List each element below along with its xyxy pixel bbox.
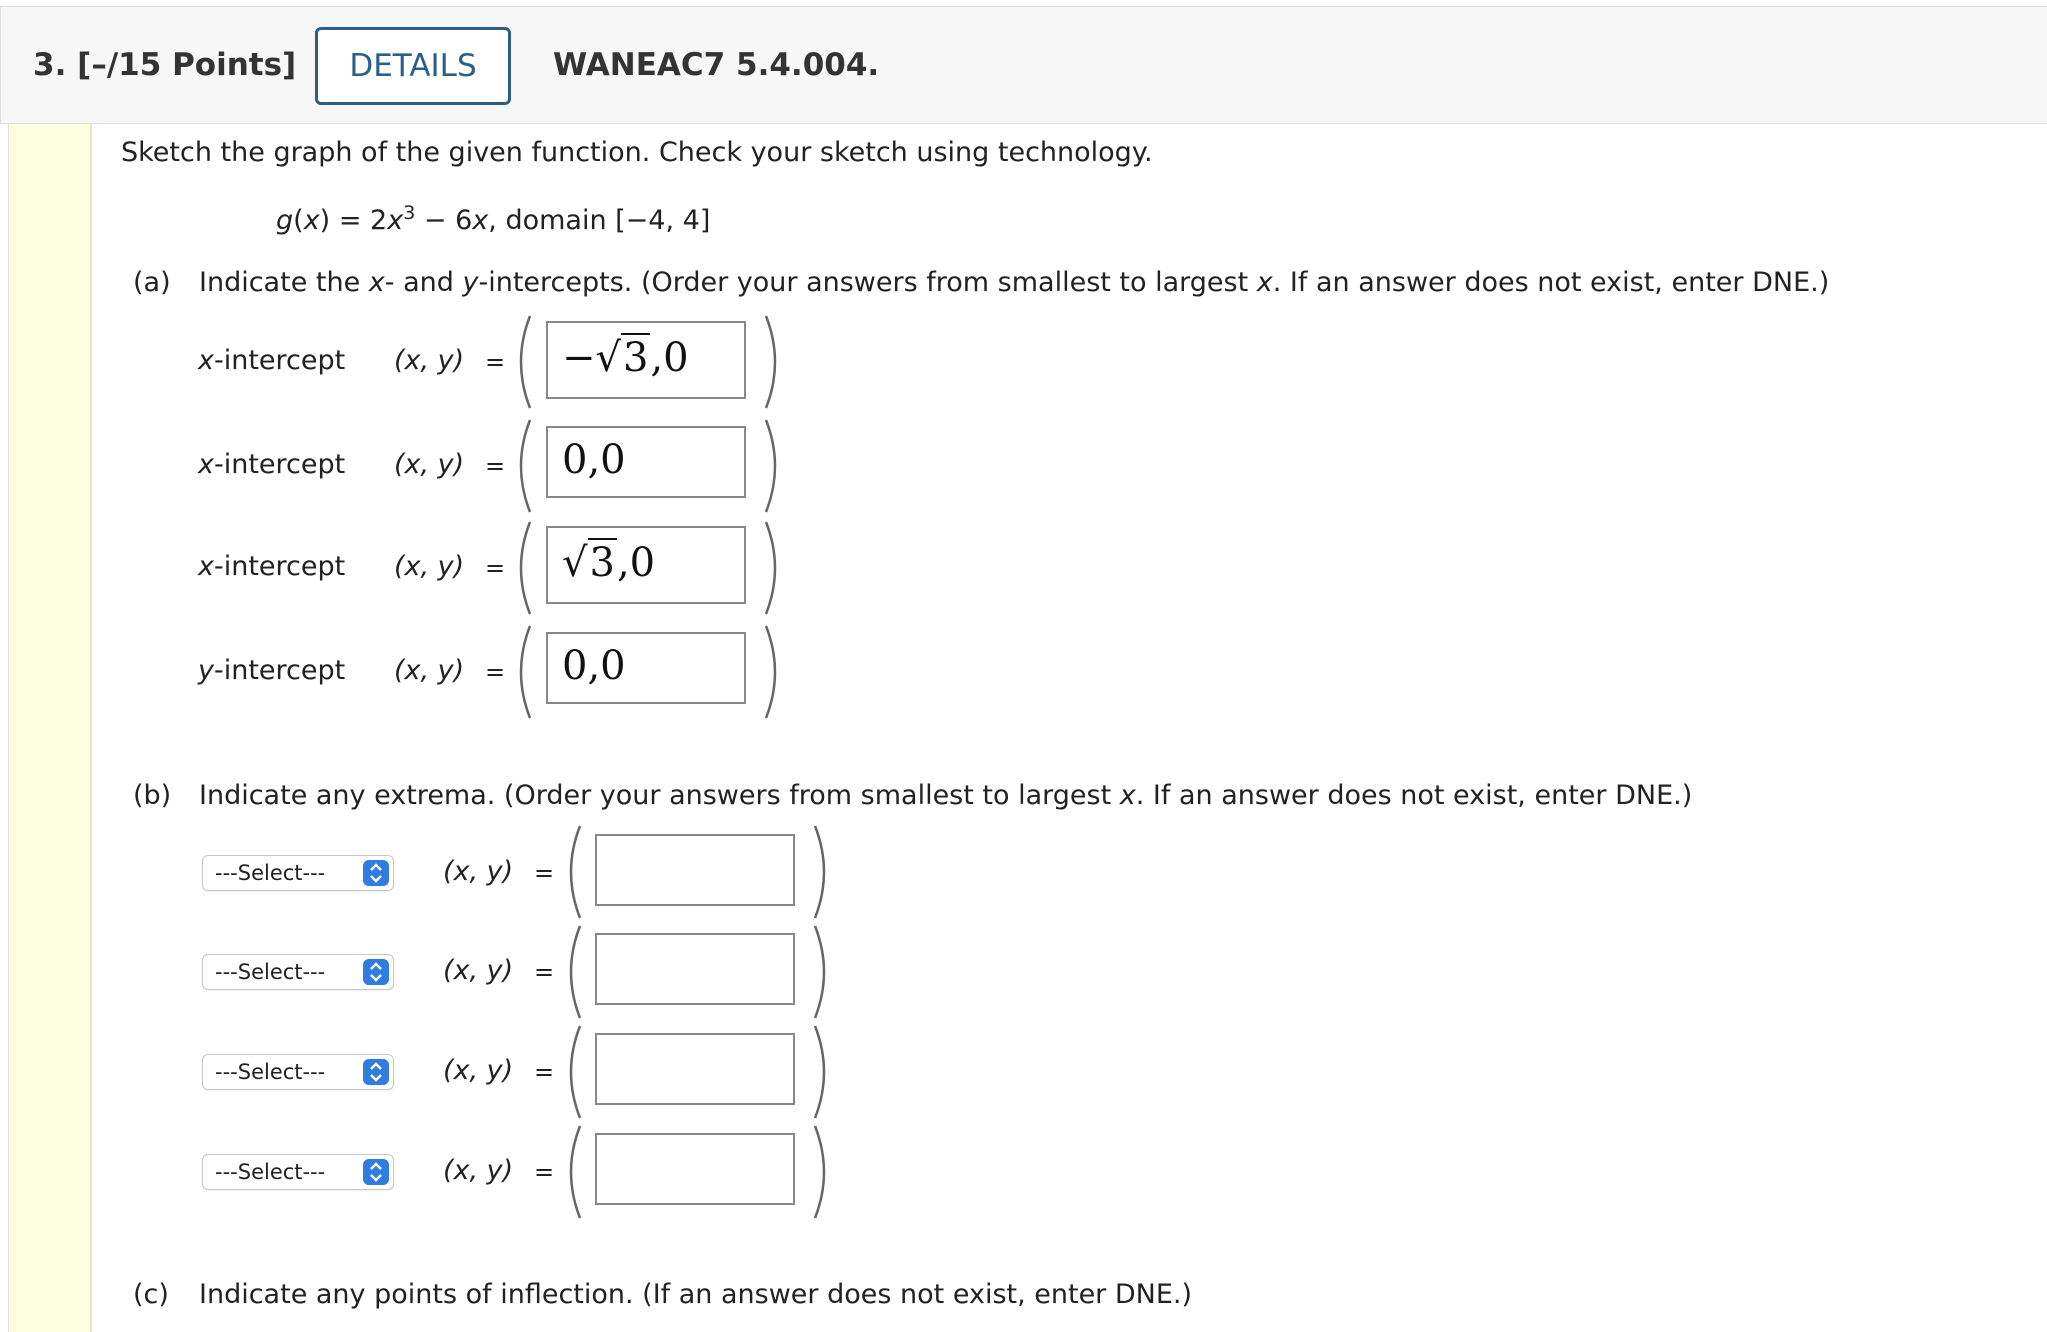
extrema-answer-field[interactable] <box>595 1133 795 1205</box>
right-paren-icon <box>811 1022 835 1122</box>
extrema-answer-field[interactable] <box>595 933 795 1005</box>
equals-sign: = <box>534 958 555 986</box>
right-paren-icon <box>811 1122 835 1222</box>
sqrt-symbol: √3 <box>595 335 649 381</box>
right-paren-icon <box>762 518 786 618</box>
part-a-question: Indicate the x- and y-intercepts. (Order your answers from smallest to largest x. If an answer does not exist, enter DNE.) <box>199 267 1830 298</box>
coord-label: (x, y) <box>394 345 465 376</box>
intercept-label: y-intercept <box>198 655 346 686</box>
part-b-label: (b) <box>133 780 172 811</box>
extrema-answer-field[interactable] <box>595 834 795 906</box>
function-expression: $g(x) = 2x^3 - 6x$, domain [−4, 4] <box>276 202 711 236</box>
equals-sign: = <box>485 452 506 480</box>
intercept-label: x-intercept <box>198 551 346 582</box>
left-paren-icon <box>560 1122 584 1222</box>
extrema-type-select[interactable]: ---Select--- <box>203 856 393 890</box>
left-margin-bar <box>8 124 92 1332</box>
left-paren-icon <box>560 1022 584 1122</box>
coord-label: (x, y) <box>394 449 465 480</box>
coord-label: (x, y) <box>443 955 514 986</box>
chevron-updown-icon <box>363 1059 389 1085</box>
right-paren-icon <box>762 312 786 412</box>
intercept-label: x-intercept <box>198 449 346 480</box>
right-paren-icon <box>811 922 835 1022</box>
right-paren-icon <box>762 416 786 516</box>
sqrt-symbol: √3 <box>562 540 615 586</box>
details-button[interactable]: DETAILS <box>315 27 511 105</box>
coord-label: (x, y) <box>394 655 465 686</box>
part-c-label: (c) <box>133 1279 169 1310</box>
equals-sign: = <box>485 658 506 686</box>
left-paren-icon <box>510 518 534 618</box>
x-intercept-answer-field[interactable]: 0,0 <box>546 426 746 498</box>
equals-sign: = <box>485 554 506 582</box>
extrema-type-select[interactable]: ---Select--- <box>203 1055 393 1089</box>
question-header <box>0 6 2047 124</box>
x-intercept-answer-field[interactable]: √3,0 <box>546 526 746 604</box>
extrema-type-select[interactable]: ---Select--- <box>203 1155 393 1189</box>
chevron-updown-icon <box>363 860 389 886</box>
extrema-answer-field[interactable] <box>595 1033 795 1105</box>
left-paren-icon <box>510 622 534 722</box>
right-paren-icon <box>762 622 786 722</box>
left-paren-icon <box>560 822 584 922</box>
y-intercept-answer-field[interactable]: 0,0 <box>546 632 746 704</box>
right-paren-icon <box>811 822 835 922</box>
equals-sign: = <box>485 348 506 376</box>
part-b-question: Indicate any extrema. (Order your answers from smallest to largest x. If an answer does not exist, enter DNE.) <box>199 780 1693 811</box>
left-paren-icon <box>510 312 534 412</box>
equals-sign: = <box>534 1058 555 1086</box>
part-c-question: Indicate any points of inflection. (If an answer does not exist, enter DNE.) <box>199 1279 1193 1310</box>
equals-sign: = <box>534 1158 555 1186</box>
left-paren-icon <box>560 922 584 1022</box>
coord-label: (x, y) <box>443 1155 514 1186</box>
chevron-updown-icon <box>363 959 389 985</box>
chevron-updown-icon <box>363 1159 389 1185</box>
prompt-text: Sketch the graph of the given function. Check your sketch using technology. <box>121 137 1153 168</box>
intercept-label: x-intercept <box>198 345 346 376</box>
question-id: WANEAC7 5.4.004. <box>553 47 880 83</box>
part-a-label: (a) <box>133 267 171 298</box>
coord-label: (x, y) <box>443 856 514 887</box>
coord-label: (x, y) <box>394 551 465 582</box>
coord-label: (x, y) <box>443 1055 514 1086</box>
extrema-type-select[interactable]: ---Select--- <box>203 955 393 989</box>
question-number-points: 3. [–/15 Points] <box>33 47 297 83</box>
equals-sign: = <box>534 859 555 887</box>
x-intercept-answer-field[interactable]: −√3,0 <box>546 321 746 399</box>
left-paren-icon <box>510 416 534 516</box>
